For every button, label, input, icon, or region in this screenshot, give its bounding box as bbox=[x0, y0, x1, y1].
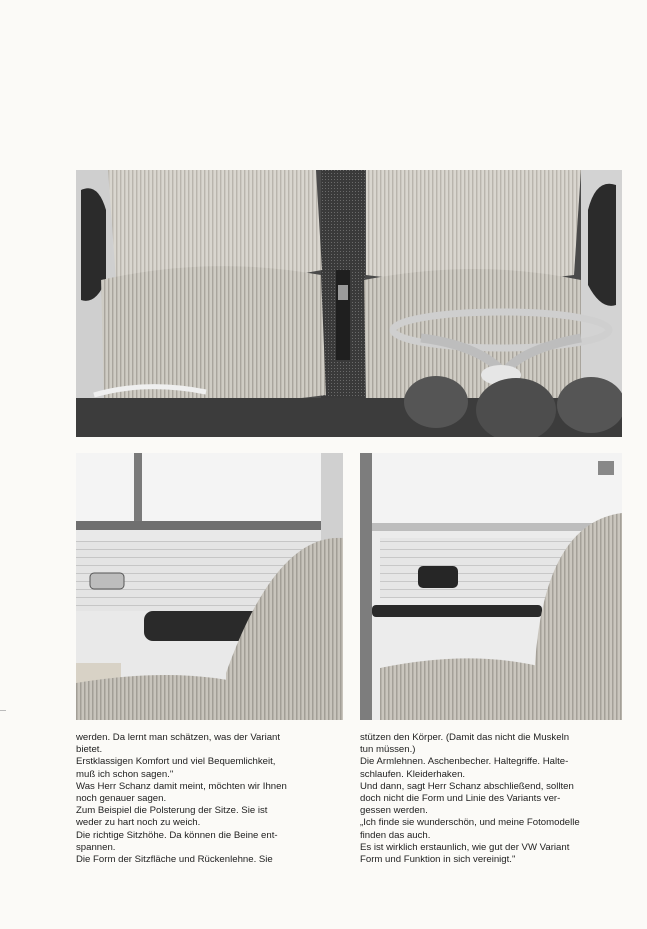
paragraph: Die richtige Sitzhöhe. Da können die Beine ent- spannen. bbox=[76, 829, 278, 853]
text-column-left bbox=[76, 732, 341, 866]
page-edge-mark bbox=[0, 710, 6, 711]
paragraph: werden. Da lernt man schätzen, was der Variant bietet. bbox=[76, 732, 281, 756]
text-column-right bbox=[360, 732, 622, 866]
passenger-door-photo bbox=[360, 453, 622, 720]
paragraph: Erstklassigen Komfort und viel Bequemlichkeit, muß ich schon sagen." bbox=[76, 756, 276, 780]
paragraph: Zum Beispiel die Polsterung der Sitze. Sie ist weder zu hart noch zu weich. bbox=[76, 805, 268, 829]
front-seats-photo bbox=[76, 170, 622, 437]
paragraph: Die Form der Sitzfläche und Rückenlehne. Sie bbox=[76, 854, 273, 866]
paragraph: Was Herr Schanz damit meint, möchten wir Ihnen noch genauer sagen. bbox=[76, 780, 287, 805]
paragraph: „Ich finde sie wunderschön, und meine Fotomodelle finden das auch. bbox=[360, 817, 580, 841]
paragraph: Und dann, sagt Herr Schanz abschließend, sollten doch nicht die Form und Linie des Variants ver- gessen werden. bbox=[360, 780, 574, 817]
paragraph: Die Armlehnen. Aschenbecher. Haltegriffe. Halte- schlaufen. Kleiderhaken. bbox=[360, 756, 569, 780]
paragraph: Es ist wirklich erstaunlich, wie gut der VW Variant Form und Funktion in sich vereinigt." bbox=[360, 841, 570, 866]
paragraph: stützen den Körper. (Damit das nicht die Muskeln tun müssen.) bbox=[360, 732, 570, 756]
driver-door-photo bbox=[76, 453, 343, 720]
